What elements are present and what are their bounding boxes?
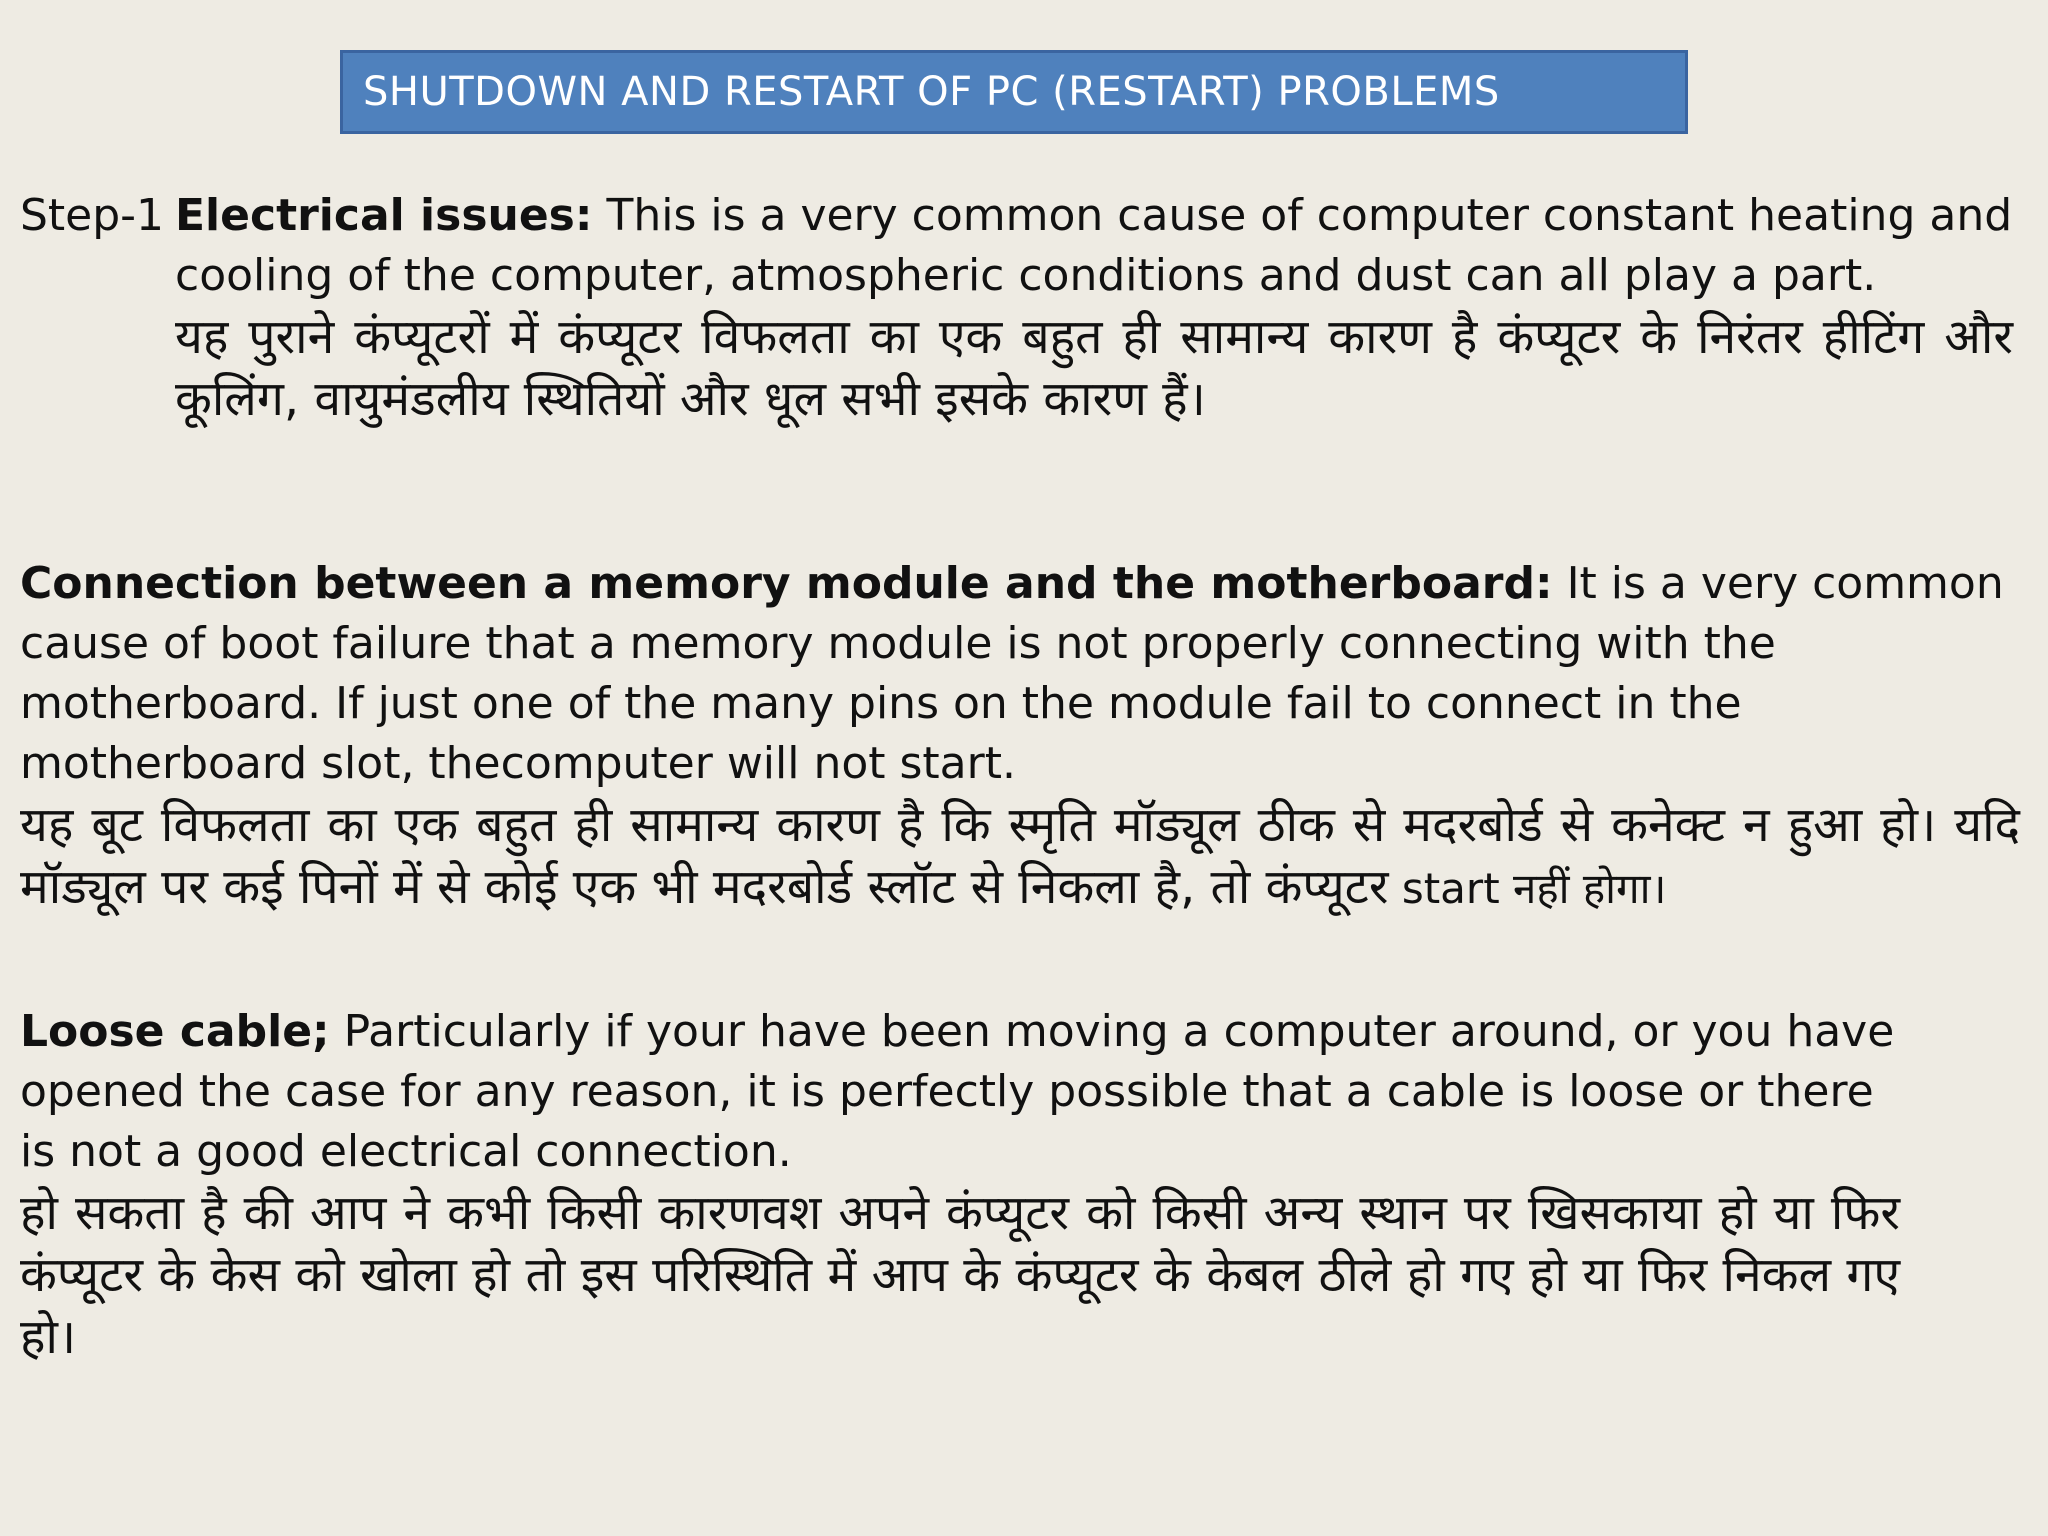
slide-title: SHUTDOWN AND RESTART OF PC (RESTART) PROBLEMS [363, 69, 1500, 115]
cable-english-paragraph [20, 1002, 1900, 1182]
cable-section [20, 1002, 1920, 1368]
memory-hindi-tail: start नहीं होगा। [1388, 864, 1667, 913]
step1-english-text: This is a very common cause of computer constant heating and cooling of the computer, atmospheric conditions and dust can all play a part. [175, 190, 2013, 301]
step1-section [175, 186, 2013, 430]
memory-hindi-paragraph [20, 794, 2020, 920]
cable-english-text: Particularly if your have been moving a computer around, or you have opened the case for any reason, it is perfectly possible that a cable is loose or there is not a good electrical connection. [20, 1006, 1895, 1177]
memory-heading: Connection between a memory module and the motherboard: [20, 558, 1553, 609]
memory-section [20, 554, 2020, 920]
step1-english-paragraph [175, 186, 2013, 306]
title-banner [340, 50, 1688, 134]
memory-hindi-text: यह बूट विफलता का एक बहुत ही सामान्य कारण है कि स्मृति मॉड्यूल ठीक से मदरबोर्ड से कनेक्ट न हुआ हो। यदि मॉड्यूल पर कई पिनों में से कोई एक भी मदरबोर्ड स्लॉट से निकला है, तो कंप्यूटर [20, 797, 2020, 915]
step-label: Step-1 [20, 190, 165, 241]
cable-heading: Loose cable; [20, 1006, 330, 1057]
memory-english-text: It is a very common cause of boot failure that a memory module is not properly connecting with the motherboard. If just one of the many pins on the module fail to connect in the motherboard slot, thecomputer will not start. [20, 558, 2004, 789]
memory-english-paragraph [20, 554, 2020, 794]
step1-hindi-paragraph: यह पुराने कंप्यूटरों में कंप्यूटर विफलता का एक बहुत ही सामान्य कारण है कंप्यूटर के निरंतर हीटिंग और कूलिंग, वायुमंडलीय स्थितियों और धूल सभी इसके कारण हैं। [175, 309, 2013, 427]
step1-heading: Electrical issues: [175, 190, 593, 241]
cable-hindi-paragraph: हो सकता है की आप ने कभी किसी कारणवश अपने कंप्यूटर को किसी अन्य स्थान पर खिसकाया हो या फिर कंप्यूटर के केस को खोला हो तो इस परिस्थिति में आप के कंप्यूटर के केबल ठीले हो गए हो या फिर निकल गए हो। [20, 1185, 1900, 1365]
